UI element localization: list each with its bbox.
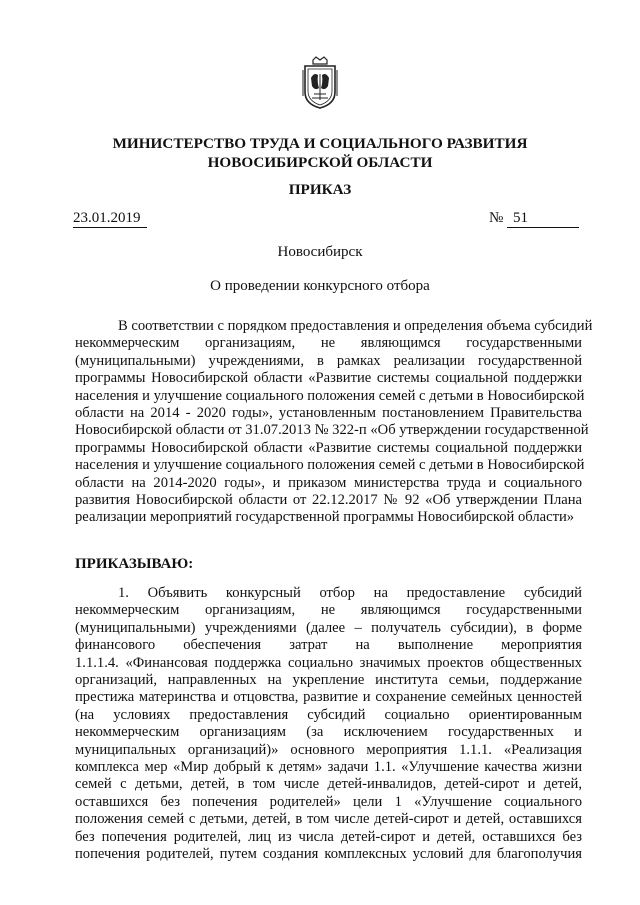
item1-line: 1. Объявить конкурсный отбор на предоставление субсидий — [118, 585, 582, 601]
item1-line: положения семей с детьми, детей, в том числе детей-сирот и детей, оставшихся — [75, 811, 582, 828]
decree-word: ПРИКАЗЫВАЮ: — [75, 556, 194, 572]
preamble-line: программы Новосибирской области «Развитие системы социальной поддержки — [75, 439, 582, 456]
city-name: Новосибирск — [277, 244, 363, 260]
order-title: ПРИКАЗ — [288, 181, 352, 198]
ministry-heading-line1: МИНИСТЕРСТВО ТРУДА И СОЦИАЛЬНОГО РАЗВИТИЯ — [112, 135, 528, 152]
preamble-line: области на 2014 - 2020 годы», установленным постановлением Правительства — [75, 405, 582, 422]
item1-line: некоммерческим организациям (за исключением государственных и — [75, 724, 582, 741]
order-subject: О проведении конкурсного отбора — [210, 278, 430, 294]
preamble-line: Новосибирской области от 31.07.2013 № 322-п «Об утверждении государственной — [75, 422, 589, 439]
preamble-line: реализации мероприятий государственной программы Новосибирской области» — [75, 509, 575, 526]
order-number: 51 — [507, 209, 579, 228]
ministry-heading-line2: НОВОСИБИРСКОЙ ОБЛАСТИ — [207, 154, 433, 171]
ministry-heading — [60, 134, 580, 172]
item1-line: без попечения родителей, лиц из числа детей-сирот и детей, оставшихся без — [75, 828, 582, 845]
item1-line: 1.1.1.4. «Финансовая поддержка социально значимых проектов общественных — [75, 654, 582, 671]
preamble-line: развития Новосибирской области от 22.12.2017 № 92 «Об утверждении Плана — [75, 492, 582, 509]
preamble-line: населения и улучшение социального положения семей с детьми в Новосибирской — [75, 457, 585, 474]
item1-line: некоммерческим организациям, не являющимся государственными — [75, 602, 582, 619]
item1-line: (муниципальными) учреждениями (далее – получатель субсидии), в форме — [75, 619, 582, 636]
order-date: 23.01.2019 — [73, 209, 147, 228]
item1-line: (на условиях предоставления субсидий социально ориентированным — [75, 706, 582, 723]
preamble-line: В соответствии с порядком предоставления и определения объема субсидий — [118, 318, 593, 334]
item1-line: организаций, направленных на укрепление института семьи, поддержание — [75, 672, 582, 689]
preamble-line: программы Новосибирской области «Развитие системы социальной поддержки — [75, 370, 582, 387]
preamble-line: некоммерческим организациям, не являющимся государственными — [75, 335, 582, 352]
number-sign: № — [489, 210, 504, 226]
coat-of-arms-icon — [299, 56, 341, 110]
item1-paragraph — [75, 585, 582, 864]
item1-line: финансового обеспечения затрат на выполнение мероприятия — [75, 637, 582, 654]
item1-line: попечения родителей, путем создания комплексных условий для благополучия — [75, 846, 582, 863]
item1-line: оставшихся без попечения родителей» цели 1 «Улучшение социального — [75, 793, 582, 810]
item1-line: семей с детьми, детей, в том числе детей-инвалидов, детей-сирот и детей, — [75, 776, 582, 793]
item1-line: комплекса мер «Мир добрый к детям» задачи 1.1. «Улучшение качества жизни — [75, 759, 582, 776]
preamble-line: населения и улучшение социального положения семей с детьми в Новосибирской — [75, 387, 585, 404]
preamble-line: (муниципальными) учреждениями, в рамках реализации государственной — [75, 352, 582, 369]
item1-line: престижа материнства и отцовства, развитие и сохранение семейных ценностей — [75, 689, 582, 706]
preamble-line: области на 2014-2020 годы», и приказом министерства труда и социального — [75, 474, 582, 491]
item1-line: муниципальных организаций)» основного мероприятия 1.1.1. «Реализация — [75, 741, 582, 758]
preamble-paragraph — [75, 318, 593, 527]
